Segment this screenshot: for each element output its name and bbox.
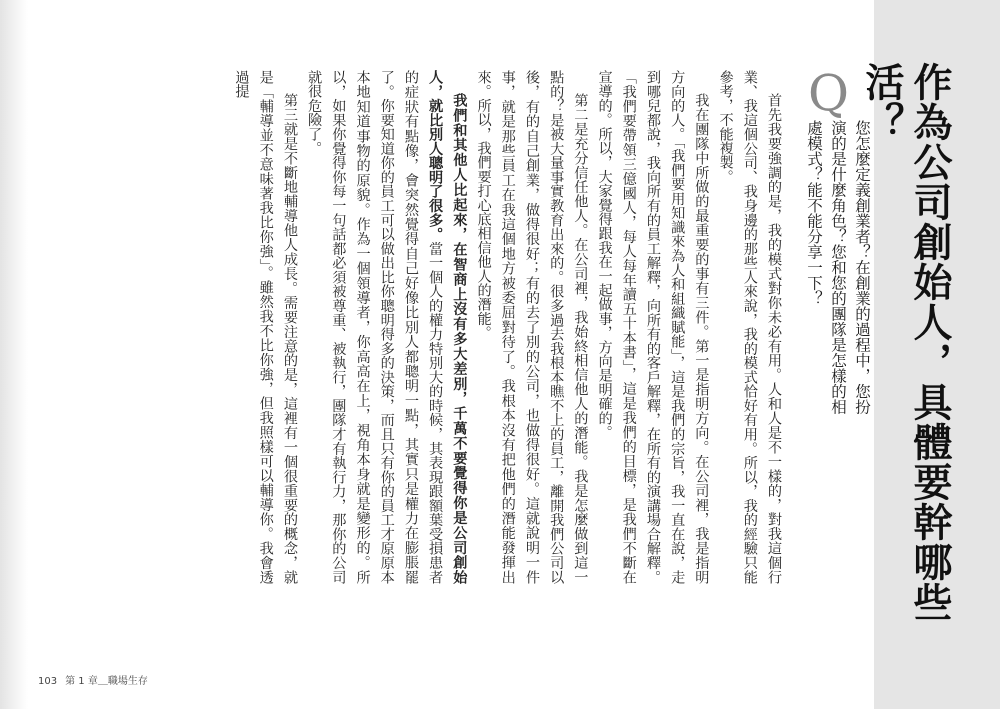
paragraph-4-rest: 當一個人的權力特別大的時候，其表現跟額葉受損患者的症狀有點像，會突然覺得自己好像比別人都聰明一點，其實只是權力在膨脹罷了。你要知道你的員工可以做出比你聰明得多的決策，而且只有你的員工才原原本本地知道事物的原貌。作為一個領導者，你高高在上，視角本身就是變形的。所以，如果你覺得你每一句話都必須被尊重、被執行，團隊才有執行力，那你的公司就很危險了。 bbox=[306, 70, 444, 584]
chapter-label: 第 1 章＿職場生存 bbox=[65, 676, 148, 687]
paragraph-4 bbox=[302, 70, 471, 584]
paragraph-5: 第三就是不斷地輔導他人成長。需要注意的是，這裡有一個很重要的概念，就是「輔導並不意味著我比你強」。雖然我不比你強，但我照樣可以輔導你。我會透過提 bbox=[233, 70, 298, 584]
paragraph-2: 我在團隊中所做的最重要的事有三件。第一是指明方向。在公司裡，我是指明方向的人。「我們要用知識來為人和組織賦能」，這是我們的宗旨，我一直在說，走到哪兒都說，我向所有的員工解釋，向所有的客戶解釋，在所有的演講場合解釋。「我們要帶領三億國人，每人每年讀五十本書」，這是我們的目標，是我們不斷在宣導的。所以，大家覺得跟我在一起做事，方向是明確的。 bbox=[596, 70, 710, 584]
section-title: 作為公司創始人，具體要幹哪些活？ bbox=[859, 62, 952, 622]
paragraph-1: 首先我要強調的是，我的模式對你未必有用。人和人是不一樣的，對我這個行業、我這個公司、我身邊的那些人來說，我的模式恰好有用。所以，我的經驗只能參考，不能複製。 bbox=[717, 70, 782, 584]
paragraph-4-emphasis: 我們和其他人比起來，在智商上沒有多大差別，千萬不要覺得你是公司創始人，就比別人聰明了很多。 bbox=[427, 70, 468, 584]
question-mark-letter: Q bbox=[808, 64, 849, 122]
paragraph-3: 第二是充分信任他人。在公司裡，我始終相信他人的潛能。我是怎麼做到這一點的？是被大量事實教育出來的。很多過去我根本瞧不上的員工，離開我們公司以後，有的自己創業，做得很好；有的去了別的公司，也做得很好。這就說明一件事，就是那些員工在我這個地方被委屈對待了。我根本沒有把他們的潛能發揮出來。所以，我們要打心底相信他人的潛能。 bbox=[475, 70, 589, 584]
book-spine-shadow bbox=[0, 0, 28, 709]
body-text bbox=[66, 70, 786, 590]
page-number: 103 bbox=[38, 676, 58, 687]
page-footer bbox=[38, 672, 148, 687]
question-text: 您怎麼定義創業者？在創業的過程中，您扮演的是什麼角色？您和您的團隊是怎樣的相處模式？能不能分享一下？ bbox=[805, 120, 871, 415]
